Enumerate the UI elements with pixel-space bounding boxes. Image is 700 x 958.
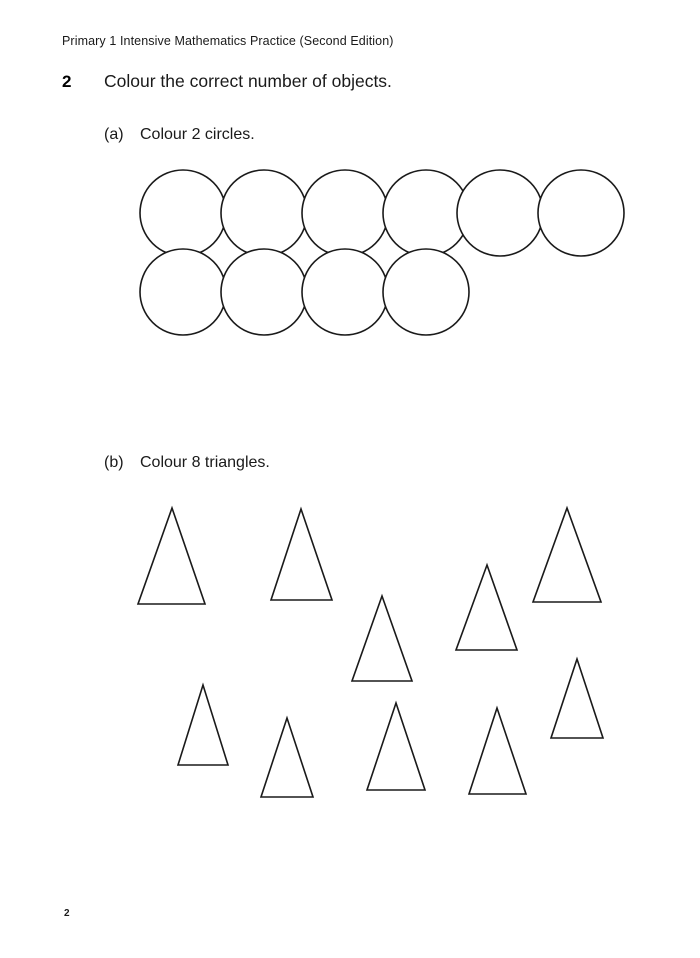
circle-shape[interactable] — [457, 170, 543, 256]
circle-shape[interactable] — [383, 249, 469, 335]
triangles-group — [138, 508, 603, 797]
circle-shape[interactable] — [140, 170, 226, 256]
circle-shape[interactable] — [538, 170, 624, 256]
triangle-shape[interactable] — [271, 509, 332, 600]
part-a-text: Colour 2 circles. — [140, 126, 255, 143]
circle-shape[interactable] — [221, 170, 307, 256]
triangle-shape[interactable] — [367, 703, 425, 790]
triangle-shape[interactable] — [261, 718, 313, 797]
part-b-label: (b) — [104, 454, 124, 471]
circle-shape[interactable] — [140, 249, 226, 335]
triangle-shape[interactable] — [551, 659, 603, 738]
triangle-shape[interactable] — [456, 565, 517, 650]
circle-shape[interactable] — [221, 249, 307, 335]
question-number: 2 — [62, 72, 72, 91]
circles-group — [140, 170, 624, 335]
circle-shape[interactable] — [383, 170, 469, 256]
triangle-shape[interactable] — [138, 508, 205, 604]
part-a-label: (a) — [104, 126, 124, 143]
page-header: Primary 1 Intensive Mathematics Practice (Second Edition) — [62, 34, 394, 48]
triangle-shape[interactable] — [178, 685, 228, 765]
triangle-shape[interactable] — [533, 508, 601, 602]
triangle-shape[interactable] — [469, 708, 526, 794]
page-number: 2 — [64, 908, 70, 919]
circle-shape[interactable] — [302, 170, 388, 256]
triangle-shape[interactable] — [352, 596, 412, 681]
part-b-text: Colour 8 triangles. — [140, 454, 270, 471]
question-text: Colour the correct number of objects. — [104, 71, 392, 91]
circle-shape[interactable] — [302, 249, 388, 335]
